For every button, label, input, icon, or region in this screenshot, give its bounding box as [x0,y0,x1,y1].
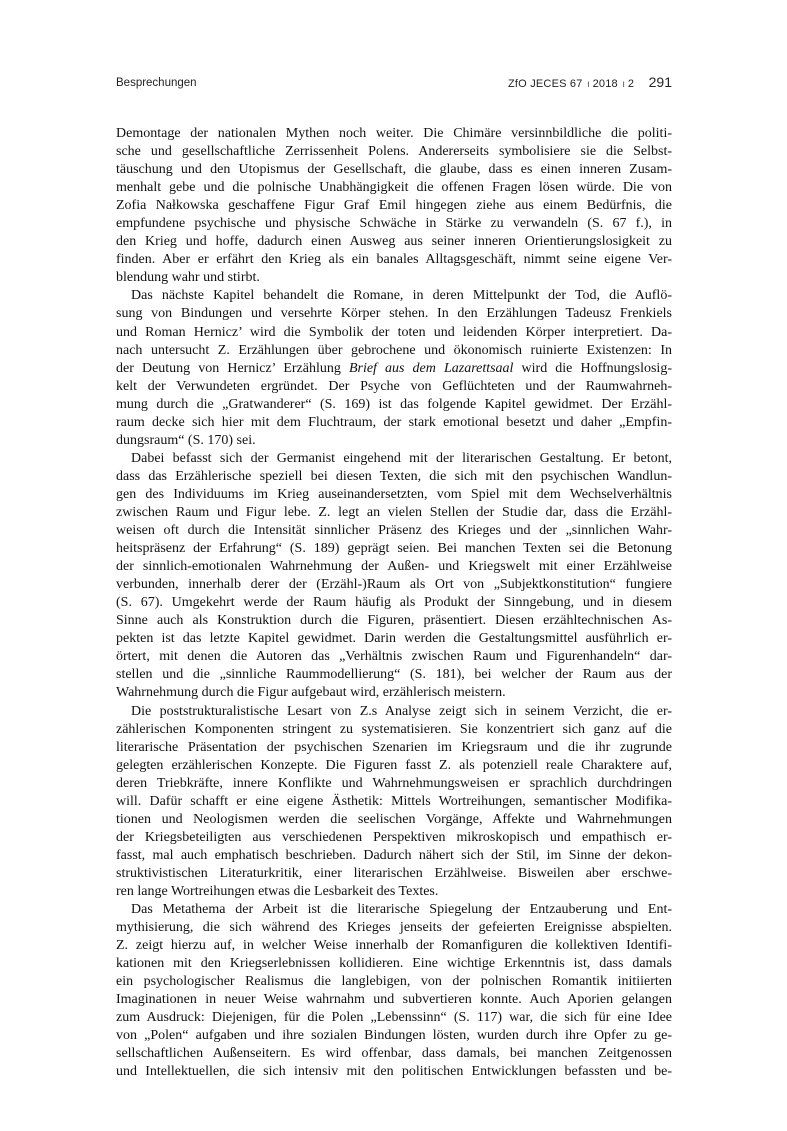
text-line: (S. 67). Umgekehrt werde der Raum häufig als Produkt der Sinngebung, und in diesem [116,595,672,611]
text-line: Wahrnehmung durch die Figur aufgebaut wird, erzählerisch meistern. [116,685,506,701]
text-line: menhalt gebe und die polnische Unabhängigkeit die offenen Fragen lösen würde. Die von [116,180,672,196]
text-line: stellen und die „sinnliche Raummodellierung“ (S. 181), bei welcher der Raum aus der [116,667,672,683]
text-line: Die poststrukturalistische Lesart von Z.s Analyse zeigt sich in seinem Verzicht, die er- [131,703,672,719]
text-line: mythisierung, die sich während des Krieges jenseits der gefeierten Ereignisse abspielten. [116,920,672,936]
text-line: will. Dafür schafft er eine eigene Ästhetik: Mittels Wortreihungen, semantischer Modifika- [116,793,672,809]
text-span: der Deutung von Hernicz’ Erzählung [116,360,349,376]
text-line: pekten ist das letzte Kapitel gewidmet. Darin werden die Gestaltungsmittel ausführlich er- [116,631,672,647]
journal-info [508,74,672,92]
paragraph [116,125,672,287]
text-line: Zofia Nałkowska geschaffene Figur Graf Emil hingegen ziehe aus einem Bedürfnis, die [116,198,672,214]
separator: ı [587,79,593,90]
text-line: Das Metathema der Arbeit ist die literarische Spiegelung der Entzauberung und Ent- [131,902,672,918]
page-number: 291 [648,74,672,90]
text-line: sellschaftlichen Außenseitern. Es wird offenbar, dass damals, bei manchen Zeitgenossen [116,1046,672,1062]
section-title: Besprechungen [116,77,197,89]
text-line: täuschung und den Utopismus der Gesellschaft, die glaube, dass es einen inneren Zusam- [116,162,672,178]
journal-issue: 2 [627,78,635,90]
paragraph [116,703,672,902]
text-line: weisen oft durch die Intensität sinnlicher Präsenz des Krieges und der „sinnlichen Wahr- [116,523,672,539]
text-line: Sinne auch als Konstruktion durch die Figuren, präsentiert. Diesen erzähltechnischen As- [116,613,672,629]
text-span: wird die Hoffnungslosig- [513,360,672,376]
body-text [116,125,672,1081]
text-line: kelt der Verwundeten ergründet. Der Psyche von Geflüchteten und der Raumwahrneh- [116,378,672,394]
text-line: verbunden, innerhalb derer der (Erzähl-)Raum als Ort von „Subjektkonstitution“ fungiere [116,577,672,593]
text-line: der sinnlich-emotionalen Wahrnehmung der Außen- und Kriegswelt mit einer Erzählweise [116,559,672,575]
text-line: zwischen Raum und Figur lebe. Z. legt an vielen Stellen der Studie dar, dass die Erzähl- [116,504,672,520]
paragraph [116,287,672,449]
text-line: der Kriegsbeteiligten aus verschiedenen Perspektiven mikroskopisch und empathisch er- [116,829,672,845]
text-line: den Krieg und hoffe, dadurch einen Ausweg aus seiner inneren Orientierungslosigkeit zu [116,234,672,250]
text-line: empfundene psychische und physische Schwäche in Stärke zu verwandeln (S. 67 f.), in [116,216,672,232]
text-line: dungsraum“ (S. 170) sei. [116,432,256,448]
work-title: Brief aus dem Lazarettsaal [348,360,514,376]
text-line: und Intellektuellen, die sich intensiv mit den politischen Entwicklungen befassten und be- [116,1064,672,1080]
text-line: und Roman Hernicz’ wird die Symbolik der toten und leidenden Körper interpretiert. Da- [116,324,672,340]
text-line: nach untersucht Z. Erzählungen über gebrochene und ökonomisch ruinierte Existenzen: In [116,342,672,358]
text-line: sung von Bindungen und versehrte Körper stehen. In den Erzählungen Tadeusz Frenkiels [116,306,672,322]
text-line: literarische Präsentation der psychischen Szenarien im Kriegsraum und die ihr zugrunde [116,739,672,755]
text-line: finden. Aber er erfährt den Krieg als ein banales Alltagsgeschäft, nimmt seine eigene Ver- [116,252,672,268]
text-line: mung durch die „Gratwanderer“ (S. 169) ist das folgende Kapitel gewidmet. Der Erzähl- [116,396,672,412]
text-line: deren Triebkräfte, innere Konflikte und Wahrnehmungsweisen er sprachlich durchdringen [116,775,672,791]
separator: ı [622,79,628,90]
journal-year: 2018 [592,78,618,90]
text-line: Imaginationen in neuer Weise wahrnahm und subvertieren konnte. Auch Aporien gelangen [116,992,672,1008]
text-line: zum Ausdruck: Diejenigen, für die Polen „Lebenssinn“ (S. 117) war, die sich für eine Idee [116,1010,672,1026]
text-line: örtert, mit denen die Autoren das „Verhältnis zwischen Raum und Figurenhandeln“ dar- [116,649,672,665]
text-line: tionen und Neologismen werden die seelischen Vorgänge, Affekte und Wahrnehmungen [116,811,672,827]
paragraph [116,901,672,1081]
text-line: struktivistischen Literaturkritik, einer literarischen Erzählweise. Bisweilen aber erschwe- [116,865,672,881]
text-line: gen des Individuums im Krieg auseinandersetzten, vom Spiel mit dem Wechselverhältnis [116,486,672,502]
text-line: fasst, mal auch emphatisch beschrieben. Dadurch nähert sich der Stil, im Sinne der dekon- [116,847,672,863]
text-line: gelegten erzählerischen Konzepte. Die Figuren fasst Z. als potenziell reale Charaktere auf, [116,757,672,773]
text-line: kationen mit den Kriegserlebnissen kollidieren. Eine wichtige Erkenntnis ist, dass damals [116,956,672,972]
text-line: zählerischen Komponenten stringent zu systematisieren. Sie konzentriert sich ganz auf die [116,721,672,737]
text-line: Demontage der nationalen Mythen noch weiter. Die Chimäre versinnbildliche die politi- [116,126,672,141]
text-line: heitspräsenz der Erfahrung“ (S. 189) geprägt seien. Bei manchen Texten sei die Betonung [116,541,672,557]
text-line: dass das Erzählerische speziell bei diesen Texten, die sich mit den psychischen Wandlun- [116,468,672,484]
text-line: Das nächste Kapitel behandelt die Romane, in deren Mittelpunkt der Tod, die Auflö- [131,288,672,304]
journal-name: ZfO JECES 67 [508,78,583,90]
text-line: raum decke sich hier mit dem Fluchtraum, der stark emotional besetzt und daher „Empfin- [116,414,672,430]
text-line: von „Polen“ aufgaben und ihre sozialen Bindungen lösten, wurden durch ihre Opfer zu ge- [116,1028,672,1044]
text-line-with-title [116,360,672,378]
text-line: Dabei befasst sich der Germanist eingehend mit der literarischen Gestaltung. Er betont, [131,450,672,466]
text-line: sche und gesellschaftliche Zerrissenheit Polens. Andererseits symbolisiere sie die Selbst- [116,144,672,160]
running-header [116,74,672,96]
text-line: ren lange Wortreihungen etwas die Lesbarkeit des Textes. [116,883,439,899]
text-line: Z. zeigt hierzu auf, in welcher Weise innerhalb der Romanfiguren die kollektiven Identifi- [116,938,672,954]
paragraph [116,450,672,703]
text-line: ein psychologischer Realismus die langlebigen, von der polnischen Romantik initiierten [116,974,672,990]
text-line: blendung wahr und stirbt. [116,270,260,286]
